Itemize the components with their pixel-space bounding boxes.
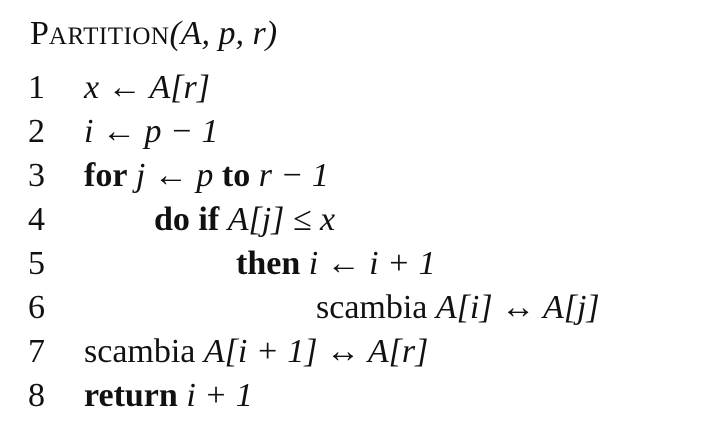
statement <box>84 154 329 198</box>
swap-args: A[i + 1] ↔ A[r] <box>203 333 429 370</box>
line-number: 4 <box>28 201 45 238</box>
keyword-then: then <box>236 245 301 282</box>
return-value: i + 1 <box>186 377 253 414</box>
increment: i ← i + 1 <box>308 245 436 282</box>
line-number: 3 <box>28 157 45 194</box>
keyword-do-if: do if <box>154 201 220 238</box>
line-number: 7 <box>28 333 45 370</box>
statement <box>84 330 428 374</box>
statement <box>316 286 600 330</box>
loop-init: j ← p <box>135 157 214 194</box>
procedure-name-rest: ARTITION <box>48 23 170 50</box>
statement: i ← p − 1 <box>84 113 219 150</box>
procedure-title <box>30 14 277 57</box>
line-number: 1 <box>28 69 45 106</box>
swap-word: scambia <box>316 289 428 326</box>
keyword-return: return <box>84 377 178 414</box>
swap-word: scambia <box>84 333 196 370</box>
procedure-params: (A, p, r) <box>169 15 278 52</box>
procedure-name-first: P <box>30 15 49 52</box>
line-number: 2 <box>28 113 45 150</box>
line-number: 6 <box>28 289 45 326</box>
keyword-to: to <box>221 157 251 194</box>
swap-args: A[i] ↔ A[j] <box>435 289 600 326</box>
statement: x ← A[r] <box>84 69 210 106</box>
loop-bound: r − 1 <box>258 157 329 194</box>
statement <box>154 198 335 242</box>
statement <box>236 242 436 286</box>
statement <box>84 374 253 418</box>
line-number: 8 <box>28 377 45 414</box>
keyword-for: for <box>84 157 128 194</box>
line-number: 5 <box>28 245 45 282</box>
condition: A[j] ≤ x <box>227 201 336 238</box>
